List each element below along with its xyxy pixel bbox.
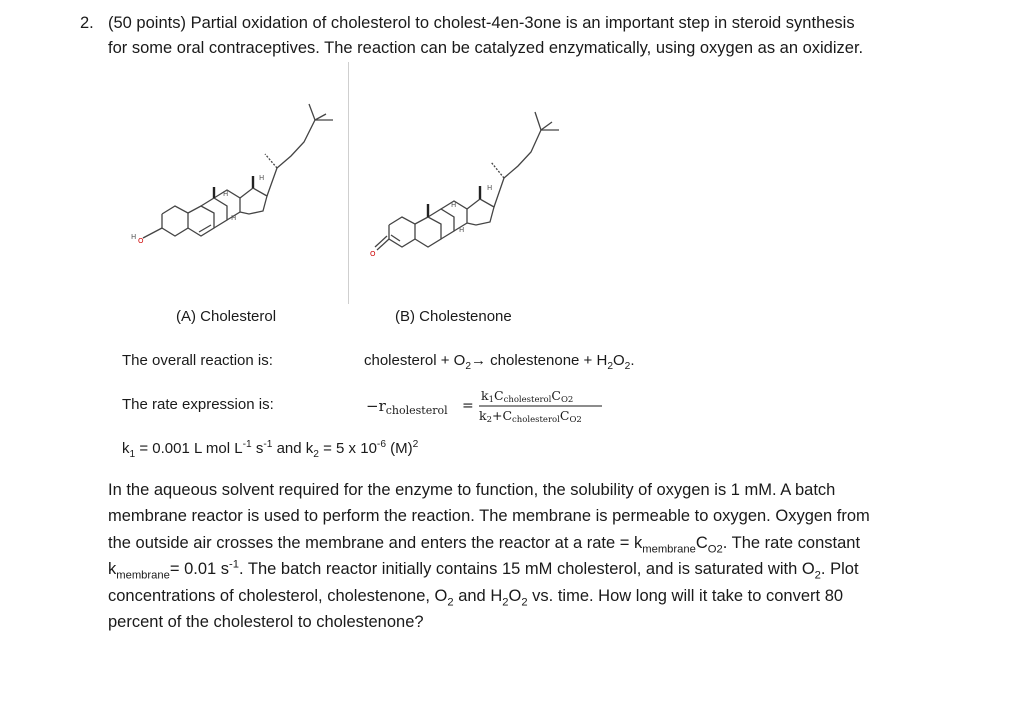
den-c-sub: cholesterol — [512, 415, 560, 425]
l4-b: = 0.01 s — [169, 560, 230, 579]
question-line-2: for some oral contraceptives. The reaction can be catalyzed enzymatically, using oxygen as an oxidizer. — [108, 39, 864, 57]
k2-sup: -6 — [376, 439, 386, 450]
l5-c: O — [508, 586, 522, 605]
b-methyl-h-label: H — [487, 184, 493, 192]
rate-lhs: −r — [366, 397, 386, 415]
k1-symbol: k — [122, 440, 130, 457]
num-k-sub: 1 — [488, 395, 494, 405]
a-h-label: H — [223, 190, 229, 198]
paragraph-line-3 — [108, 530, 978, 556]
den-c2: C — [559, 408, 570, 423]
svg-text:−rcholesterol — [366, 397, 448, 417]
k2-value: = 5 x 10 — [318, 440, 377, 457]
rate-lhs-sub: cholesterol — [385, 404, 448, 417]
reaction-equation — [364, 352, 635, 372]
paragraph-line-4 — [108, 556, 978, 582]
caption-cholesterol: (A) Cholesterol — [176, 308, 277, 325]
hydroxyl-o-label: O — [138, 237, 144, 245]
reaction-o: O — [613, 352, 625, 369]
num-c2-sub: O2 — [560, 395, 574, 405]
l5-a: concentrations of cholesterol, cholestenone, O — [108, 586, 448, 605]
k2-and: and k — [272, 440, 314, 457]
l3-a: the outside air crosses the membrane and enters the reactor at a rate = k — [108, 533, 643, 552]
l3-sub2: O2 — [707, 543, 723, 556]
l5-sub2: 2 — [502, 595, 509, 608]
k1-s: s — [251, 440, 264, 457]
reaction-o2-sub: 2 — [465, 361, 471, 372]
rate-label: The rate expression is: — [122, 396, 274, 413]
hydroxyl-h-label: H — [131, 233, 137, 241]
l4-sub2: 2 — [814, 569, 821, 582]
l3-b: C — [695, 533, 708, 552]
k1-sup2: -1 — [263, 439, 273, 450]
a-methyl-h-label: H — [259, 174, 265, 182]
question-points: (50 points) — [108, 14, 186, 32]
b-h-label: H — [451, 201, 457, 209]
rate-constants — [122, 439, 419, 460]
l5-sub1: 2 — [447, 595, 454, 608]
l4-a: k — [108, 560, 117, 579]
den-plus: +C — [492, 408, 513, 423]
a-hh-label: H — [231, 214, 237, 222]
den-c2-sub: O2 — [569, 415, 582, 425]
k1-sup1: -1 — [242, 439, 252, 450]
den-k-sub: 2 — [486, 415, 492, 425]
num-c: C — [494, 388, 504, 403]
cholesterol-structure — [143, 104, 333, 238]
num-c2: C — [551, 388, 561, 403]
l3-sub1: membrane — [642, 543, 696, 556]
l4-sup: -1 — [229, 558, 240, 571]
k1-sub: 1 — [129, 449, 136, 460]
l5-d: vs. time. How long will it take to convert 80 — [527, 586, 844, 605]
reaction-h2-sub: 2 — [607, 361, 613, 372]
l3-c: . The rate constant — [722, 533, 861, 552]
paragraph-line-2: membrane reactor is used to perform the reaction. The membrane is permeable to oxygen. Oxygen from — [108, 507, 870, 526]
l5-sub3: 2 — [521, 595, 528, 608]
reaction-o2-sub2: 2 — [624, 361, 631, 372]
reaction-right: cholestenone + H — [485, 352, 608, 369]
cholestenone-structure — [375, 112, 559, 250]
l4-c: . The batch reactor initially contains 15 mM cholesterol, and is saturated with O — [239, 560, 815, 579]
caption-cholestenone: (B) Cholestenone — [395, 308, 512, 325]
question-number: 2. — [80, 14, 94, 32]
paragraph-line-5 — [108, 583, 978, 609]
structure-diagrams — [107, 62, 627, 302]
l5-b: and H — [453, 586, 503, 605]
num-k: k — [481, 388, 489, 403]
paragraph-line-1: In the aqueous solvent required for the enzyme to function, the solubility of oxygen is 1 mM. A batch — [108, 481, 836, 499]
problem-paragraph — [108, 477, 978, 635]
b-hh-label: H — [459, 226, 465, 234]
reaction-left: cholesterol + O — [364, 352, 466, 369]
l4-sub: membrane — [116, 569, 170, 582]
rate-equals: = — [462, 398, 474, 414]
den-k: k — [479, 408, 487, 423]
k2-units-sup: 2 — [412, 439, 419, 450]
question-line-1 — [108, 14, 855, 33]
reaction-arrow: → — [470, 352, 486, 369]
k2-sub: 2 — [313, 449, 319, 460]
svg-text:k2+CcholesterolCO2 — [479, 408, 582, 425]
l4-d: . Plot — [820, 560, 859, 579]
k2-units: (M) — [385, 440, 413, 457]
ketone-o-label: O — [370, 250, 376, 258]
question-text-1: Partial oxidation of cholesterol to cholest-4en-3one is an important step in steroid synthesis — [190, 14, 855, 32]
paragraph-line-6: percent of the cholesterol to cholestenone? — [108, 613, 424, 632]
k1-value: = 0.001 L mol L — [135, 440, 243, 457]
reaction-end: . — [630, 352, 635, 369]
rate-expression — [366, 385, 626, 427]
svg-text:k1CcholesterolCO2 — [481, 388, 573, 405]
num-c-sub: cholesterol — [503, 395, 552, 405]
reaction-label: The overall reaction is: — [122, 352, 273, 369]
